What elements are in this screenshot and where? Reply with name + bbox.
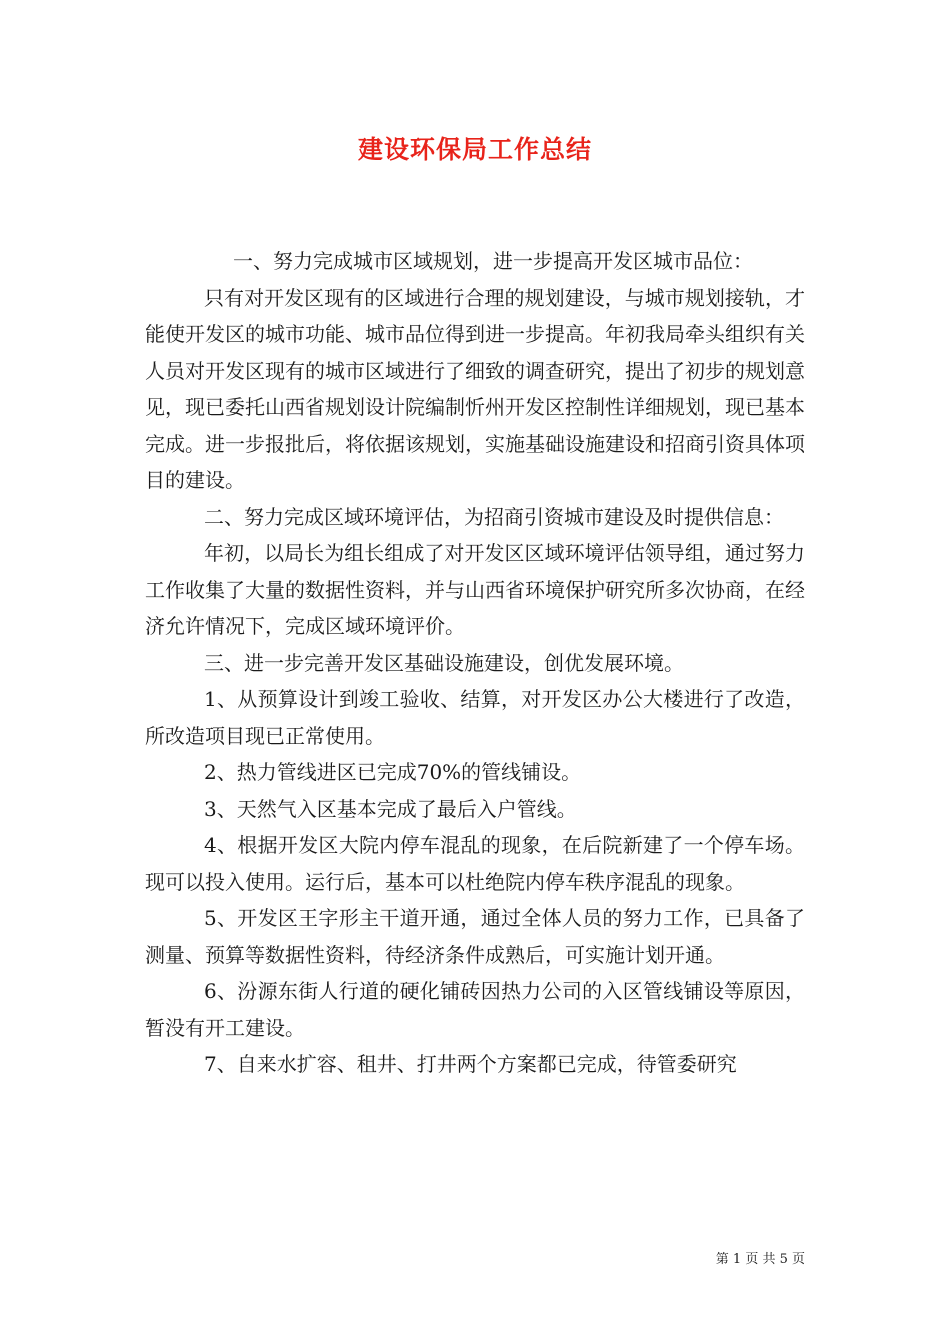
paragraph-item-5: 5、开发区王字形主干道开通，通过全体人员的努力工作，已具备了测量、预算等数据性资料，待经济条件成熟后，可实施计划开通。 (145, 906, 805, 967)
page-number-footer: 第 1 页 共 5 页 (715, 1252, 805, 1267)
document-title: 建设环保局工作总结 (357, 135, 592, 164)
paragraph-item-6: 6、汾源东街人行道的硬化铺砖因热力公司的入区管线铺设等原因，暂没有开工建设。 (145, 979, 805, 1040)
paragraph-section-2-heading: 二、努力完成区域环境评估，为招商引资城市建设及时提供信息： (204, 504, 784, 529)
paragraph-item-1: 1、从预算设计到竣工验收、结算，对开发区办公大楼进行了改造，所改造项目现已正常使用。 (145, 687, 805, 748)
paragraph-section-2-body: 年初，以局长为组长组成了对开发区区域环境评估领导组，通过努力工作收集了大量的数据性资料，并与山西省环境保护研究所多次协商，在经济允许情况下，完成区域环境评价。 (145, 541, 805, 638)
paragraph-section-1-body: 只有对开发区现有的区域进行合理的规划建设，与城市规划接轨，才能使开发区的城市功能、城市品位得到进一步提高。年初我局牵头组织有关人员对开发区现有的城市区域进行了细致的调查研究，提出了初步的规划意见，现已委托山西省规划设计院编制忻州开发区控制性详细规划，现已基本完成。进一步报批后，将依据该规划，实施基础设施建设和招商引资具体项目的建设。 (145, 285, 805, 492)
document-body (145, 243, 805, 1083)
paragraph-item-2: 2、热力管线进区已完成70%的管线铺设。 (204, 760, 582, 784)
paragraph-item-3: 3、天然气入区基本完成了最后入户管线。 (204, 796, 577, 821)
paragraph-item-4: 4、根据开发区大院内停车混乱的现象，在后院新建了一个停车场。现可以投入使用。运行后，基本可以杜绝院内停车秩序混乱的现象。 (145, 833, 805, 894)
paragraph-section-1-heading: 一、努力完成城市区域规划，进一步提高开发区城市品位： (233, 249, 753, 273)
paragraph-item-7: 7、自来水扩容、租井、打井两个方案都已完成，待管委研究 (204, 1052, 737, 1076)
paragraph-section-3-heading: 三、进一步完善开发区基础设施建设，创优发展环境。 (204, 650, 684, 675)
